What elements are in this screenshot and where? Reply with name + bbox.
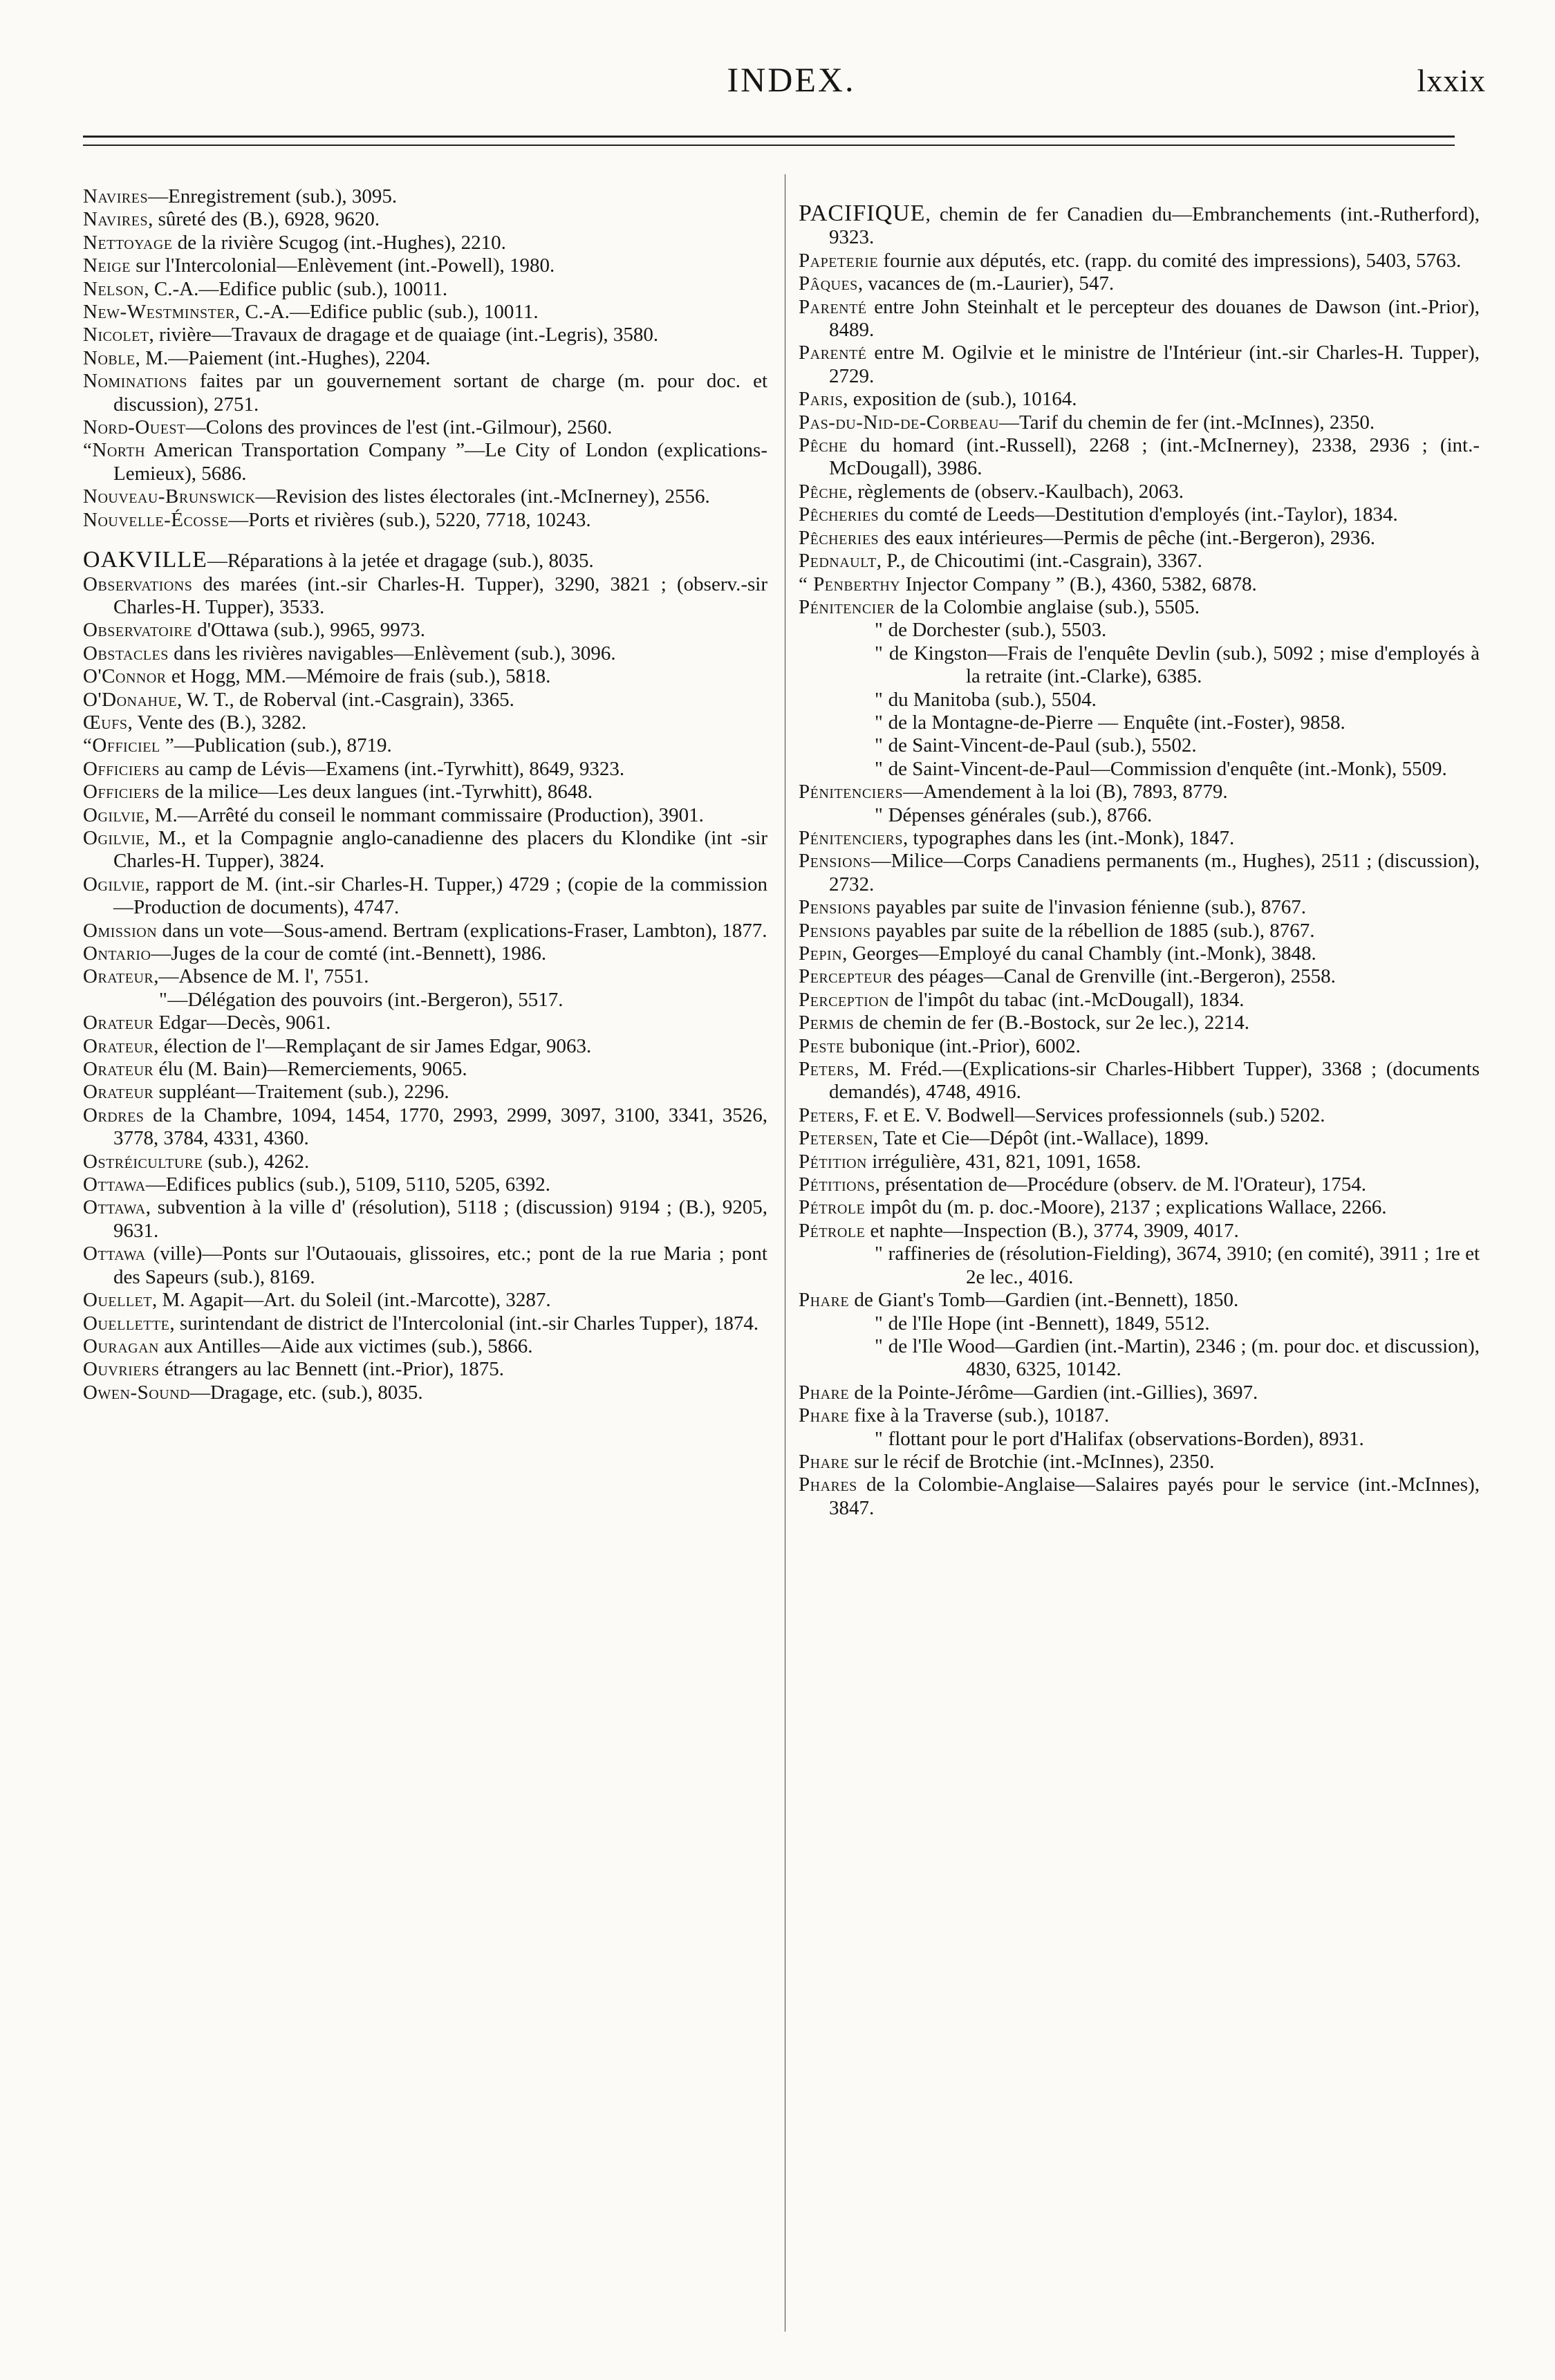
index-entry: [83, 1104, 767, 1151]
entry-text: et naphte—Inspection (B.), 3774, 3909, 4017.: [865, 1219, 1239, 1242]
index-entry: [83, 1196, 767, 1243]
entry-text: , exposition de (sub.), 10164.: [843, 388, 1077, 411]
index-entry: [83, 1151, 767, 1173]
entry-text: , W. T., de Roberval (int.-Casgrain), 3365.: [177, 688, 514, 711]
entry-text: —Dragage, etc. (sub.), 8035.: [190, 1381, 423, 1404]
index-entry: [83, 573, 767, 620]
entry-text: dans les rivières navigables—Enlèvement (sub.), 3096.: [168, 642, 616, 664]
entry-heading: Obstacles: [83, 642, 169, 664]
entry-text: des péages—Canal de Grenville (int.-Bergeron), 2558.: [892, 965, 1336, 988]
entry-text: fixe à la Traverse (sub.), 10187.: [849, 1404, 1110, 1427]
entry-text: flottant pour le port d'Halifax (observations-Borden), 8931.: [883, 1427, 1364, 1450]
index-entry: [83, 1173, 767, 1196]
entry-text: —Enregistrement (sub.), 3095.: [148, 185, 398, 207]
entry-text: —Amendement à la loi (B), 7893, 8779.: [903, 781, 1228, 803]
entry-text: impôt du (m. p. doc.-Moore), 2137 ; explications Wallace, 2266.: [865, 1196, 1387, 1219]
entry-text: des marées (int.-sir Charles-H. Tupper), 3290, 3821 ; (observ.-sir Charles-H. Tupper), 3533.: [113, 573, 767, 618]
entry-text: , M. Agapit—Art. du Soleil (int.-Marcotte), 3287.: [151, 1289, 551, 1312]
entry-heading: ": [875, 711, 884, 734]
entry-text: entre John Steinhalt et le percepteur des douanes de Dawson (int.-Prior), 8489.: [829, 295, 1480, 342]
entry-heading: Navires: [83, 185, 149, 207]
index-entry: [83, 254, 767, 277]
index-entry: [799, 1151, 1480, 1173]
index-entry: [799, 388, 1480, 411]
entry-text: du homard (int.-Russell), 2268 ; (int.-McInerney), 2338, 2936 ; (int.-McDougall), 3986.: [829, 434, 1480, 480]
entry-text: , règlements de (observ.-Kaulbach), 2063.: [847, 480, 1184, 503]
entry-heading: Nettoyage: [83, 231, 173, 254]
entry-text: , vacances de (m.-Laurier), 547.: [857, 272, 1115, 295]
entry-text: suppléant—Traitement (sub.), 2296.: [153, 1081, 449, 1104]
index-entry: [83, 509, 767, 532]
page-number: lxxix: [1417, 63, 1486, 98]
entry-heading: Ostréiculture: [83, 1150, 203, 1173]
entry-text: de la Colombie anglaise (sub.), 5505.: [895, 595, 1200, 618]
entry-heading: Peters: [799, 1104, 855, 1126]
left-column: [83, 185, 767, 1404]
index-entry: [799, 434, 1480, 481]
entry-text: élu (M. Bain)—Remerciements, 9065.: [153, 1058, 467, 1081]
index-entry: [799, 781, 1480, 803]
index-entry: [83, 712, 767, 734]
entry-heading: Pepin: [799, 942, 843, 965]
entry-heading: Peste: [799, 1034, 845, 1057]
index-entry: [83, 1081, 767, 1104]
entry-heading: Ouragan: [83, 1335, 159, 1357]
entry-heading: Nouveau-Brunswick: [83, 485, 256, 508]
index-entry: [83, 485, 767, 508]
entry-text: , chemin de fer Canadien du—Embranchements (int.-Rutherford), 9323.: [829, 203, 1480, 249]
entry-text: , Georges—Employé du canal Chambly (int.-Monk), 3848.: [842, 942, 1316, 965]
entry-text: , surintendant de district de l'Intercolonial (int.-sir Charles Tupper), 1874.: [169, 1312, 759, 1335]
entry-heading: Omission: [83, 919, 158, 942]
entry-heading: Phare: [799, 1381, 850, 1404]
entry-heading: Ottawa: [83, 1173, 146, 1196]
index-entry: [799, 596, 1480, 619]
entry-heading: O'Connor: [83, 665, 167, 688]
entry-heading: Pêcheries: [799, 526, 879, 549]
index-entry: [83, 781, 767, 803]
entry-heading: Ouvriers: [83, 1358, 160, 1381]
entry-heading: ": [875, 1243, 884, 1265]
entry-text: —Ports et rivières (sub.), 5220, 7718, 10243.: [228, 508, 591, 531]
entry-text: , M., et la Compagnie anglo-canadienne des placers du Klondike (int -sir Charles-H. Tupper), 3824.: [113, 826, 767, 873]
index-entry: [83, 416, 767, 439]
index-entry: [799, 1012, 1480, 1034]
entry-text: , C.-A.—Edifice public (sub.), 10011.: [234, 301, 539, 324]
index-entry: [83, 347, 767, 370]
entry-heading: Pensions: [799, 919, 871, 942]
entry-heading: Pensions: [799, 850, 871, 873]
index-entry: [799, 1451, 1480, 1473]
index-entry: [83, 324, 767, 346]
entry-text: —Colons des provinces de l'est (int.-Gilmour), 2560.: [185, 416, 613, 439]
index-entry: [799, 920, 1480, 942]
index-entry: [799, 296, 1480, 342]
index-entry: [799, 1220, 1480, 1243]
entry-text: sur le récif de Brotchie (int.-McInnes), 2350.: [849, 1450, 1215, 1473]
entry-text: Edgar—Decès, 9061.: [153, 1012, 331, 1034]
entry-text: de Dorchester (sub.), 5503.: [883, 619, 1107, 642]
entry-text: , subvention à la ville d' (résolution), 5118 ; (discussion) 9194 ; (B.), 9205, 9631.: [113, 1196, 767, 1242]
index-entry: [799, 1127, 1480, 1150]
index-entry: [83, 208, 767, 231]
entry-text: raffineries de (résolution-Fielding), 3674, 3910; (en comité), 3911 ; 1re et 2e lec., 4016.: [883, 1243, 1480, 1288]
entry-text: des eaux intérieures—Permis de pêche (int.-Bergeron), 2936.: [879, 526, 1375, 549]
entry-heading: Ordres: [83, 1104, 145, 1126]
entry-heading: ": [875, 803, 884, 826]
entry-heading: ": [875, 1312, 884, 1335]
entry-heading: Pénitenciers: [799, 826, 904, 849]
entry-heading: “Officiel: [83, 734, 160, 757]
entry-text: de Giant's Tomb—Gardien (int.-Bennett), 1850.: [849, 1289, 1239, 1312]
entry-heading: Ogilvie: [83, 803, 145, 826]
entry-text: sur l'Intercolonial—Enlèvement (int.-Powell), 1980.: [130, 254, 555, 277]
entry-text: ,—Absence de M. l', 7551.: [153, 965, 369, 988]
entry-heading: ": [875, 734, 884, 757]
entry-text: —Juges de la cour de comté (int.-Bennett), 1986.: [151, 942, 547, 965]
index-entry: [799, 1428, 1480, 1451]
entry-text: , présentation de—Procédure (observ. de M. l'Orateur), 1754.: [875, 1173, 1367, 1196]
index-entry: [83, 873, 767, 920]
index-entry: [799, 342, 1480, 388]
index-entry: [83, 1243, 767, 1289]
index-entry: [83, 989, 767, 1012]
index-entry: [83, 1012, 767, 1034]
entry-text: , rapport de M. (int.-sir Charles-H. Tupper,) 4729 ; (copie de la commission—Production de documents), 4747.: [113, 873, 767, 919]
header-rule-thin: [83, 145, 1455, 146]
index-entry: [83, 689, 767, 712]
entry-text: entre M. Ogilvie et le ministre de l'Intérieur (int.-sir Charles-H. Tupper), 2729.: [829, 342, 1480, 387]
entry-text: de la milice—Les deux langues (int.-Tyrwhitt), 8648.: [160, 781, 593, 803]
entry-heading: Noble: [83, 346, 136, 369]
entry-text: —Milice—Corps Canadiens permanents (m., Hughes), 2511 ; (discussion), 2732.: [829, 850, 1480, 895]
index-entry: [799, 1173, 1480, 1196]
entry-text: de la Montagne-de-Pierre — Enquête (int.-Foster), 9858.: [883, 711, 1346, 734]
entry-heading: Ouellet: [83, 1289, 152, 1312]
index-entry: [799, 573, 1480, 596]
entry-heading: ": [875, 642, 884, 664]
entry-heading: Perception: [799, 988, 890, 1011]
entry-text: , Tate et Cie—Dépôt (int.-Wallace), 1899.: [873, 1127, 1209, 1150]
index-entry: [83, 920, 767, 942]
entry-text: (ville)—Ponts sur l'Outaouais, glissoires, etc.; pont de la rue Maria ; pont des Sapeurs (sub.), 8169.: [113, 1243, 767, 1288]
index-entry: [799, 965, 1480, 988]
entry-heading: “ Penberthy: [799, 573, 901, 595]
entry-heading: Papeterie: [799, 249, 879, 272]
entry-text: —Revision des listes électorales (int.-McInerney), 2556.: [255, 485, 710, 508]
entry-text: étrangers au lac Bennett (int.-Prior), 1875.: [159, 1358, 504, 1381]
index-entry: [83, 1382, 767, 1404]
entry-text: , Vente des (B.), 3282.: [127, 711, 307, 734]
entry-text: , typographes dans les (int.-Monk), 1847.: [903, 826, 1235, 849]
entry-text: American Transportation Company ”—Le City of London (explications-Lemieux), 5686.: [113, 439, 767, 485]
entry-text: , P., de Chicoutimi (int.-Casgrain), 3367.: [876, 550, 1202, 573]
entry-heading: “North: [83, 439, 146, 462]
entry-text: de l'Ile Hope (int -Bennett), 1849, 5512.: [883, 1312, 1210, 1335]
entry-text: —Délégation des pouvoirs (int.-Bergeron), 5517.: [167, 988, 564, 1011]
entry-heading: Ouellette: [83, 1312, 170, 1335]
entry-heading: Ogilvie: [83, 826, 145, 849]
index-entry: [799, 1382, 1480, 1404]
entry-text: irrégulière, 431, 821, 1091, 1658.: [867, 1150, 1142, 1173]
entry-heading: Paris: [799, 388, 844, 411]
index-entry: [799, 272, 1480, 295]
index-entry: [799, 481, 1480, 503]
entry-heading: Pétrole: [799, 1219, 866, 1242]
entry-heading: Œufs: [83, 711, 128, 734]
index-entry: [83, 301, 767, 324]
entry-heading: Nord-Ouest: [83, 416, 186, 439]
index-entry: [83, 278, 767, 301]
entry-text: payables par suite de l'invasion fénienne (sub.), 8767.: [870, 896, 1306, 919]
entry-heading: Navires: [83, 208, 149, 231]
index-entry: [83, 232, 767, 254]
entry-text: de l'Ile Wood—Gardien (int.-Martin), 2346 ; (m. pour doc. et discussion), 4830, 6325, 10142.: [883, 1335, 1480, 1381]
entry-text: , C.-A.—Edifice public (sub.), 10011.: [144, 277, 448, 300]
index-entry: [799, 503, 1480, 526]
entry-text: , sûreté des (B.), 6928, 9620.: [148, 208, 380, 231]
index-entry: [83, 1358, 767, 1381]
entry-heading: Orateur: [83, 1034, 154, 1057]
entry-text: —Tarif du chemin de fer (int.-McInnes), 2350.: [999, 411, 1375, 434]
entry-heading: OAKVILLE: [83, 547, 207, 573]
entry-heading: Pêche: [799, 434, 848, 457]
entry-heading: Nouvelle-Écosse: [83, 508, 229, 531]
index-entry: [83, 619, 767, 642]
entry-heading: Orateur: [83, 1058, 154, 1081]
page-title: INDEX.: [727, 60, 856, 99]
entry-text: de chemin de fer (B.-Bostock, sur 2e lec.), 2214.: [854, 1012, 1250, 1034]
index-entry: [799, 1058, 1480, 1104]
index-entry: [83, 804, 767, 827]
entry-heading: Orateur: [83, 1081, 154, 1104]
index-entry: [799, 1473, 1480, 1520]
entry-heading: Pétrole: [799, 1196, 866, 1219]
index-entry: [799, 1335, 1480, 1382]
entry-text: de la rivière Scugog (int.-Hughes), 2210.: [172, 231, 506, 254]
entry-heading: Neige: [83, 254, 131, 277]
entry-text: de Saint-Vincent-de-Paul—Commission d'enquête (int.-Monk), 5509.: [883, 757, 1447, 780]
index-entry: [799, 1196, 1480, 1219]
entry-text: faites par un gouvernement sortant de charge (m. pour doc. et discussion), 2751.: [113, 370, 767, 416]
entry-heading: ": [875, 619, 884, 642]
entry-heading: Pêche: [799, 480, 848, 503]
right-column: [799, 185, 1480, 1520]
index-entry: [83, 827, 767, 873]
entry-heading: ": [159, 988, 168, 1011]
entry-text: aux Antilles—Aide aux victimes (sub.), 5866.: [159, 1335, 533, 1357]
entry-heading: Nelson: [83, 277, 145, 300]
entry-text: de Saint-Vincent-de-Paul (sub.), 5502.: [883, 734, 1197, 757]
index-entry: [83, 1289, 767, 1312]
entry-heading: Percepteur: [799, 965, 893, 988]
entry-heading: Ogilvie: [83, 873, 145, 895]
index-entry: [83, 642, 767, 665]
entry-text: (sub.), 4262.: [203, 1150, 310, 1173]
index-entry: [83, 185, 767, 208]
entry-text: Injector Company ” (B.), 4360, 5382, 6878.: [900, 573, 1257, 595]
index-entry: [799, 202, 1480, 250]
entry-heading: Pensions: [799, 896, 871, 919]
index-entry: [83, 758, 767, 781]
index-entry: [799, 734, 1480, 757]
index-entry: [799, 1289, 1480, 1312]
index-entry: [83, 942, 767, 965]
entry-text: de la Colombie-Anglaise—Salaires payés pour le service (int.-McInnes), 3847.: [829, 1473, 1480, 1519]
entry-text: du comté de Leeds—Destitution d'employés (int.-Taylor), 1834.: [879, 503, 1398, 526]
entry-heading: Pénitencier: [799, 595, 895, 618]
entry-text: fournie aux députés, etc. (rapp. du comité des impressions), 5403, 5763.: [878, 249, 1462, 272]
entry-text: et Hogg, MM.—Mémoire de frais (sub.), 5818.: [166, 665, 551, 688]
index-entry: [799, 527, 1480, 550]
entry-heading: Orateur: [83, 1012, 154, 1034]
index-entry: [799, 1243, 1480, 1289]
entry-heading: PACIFIQUE: [799, 201, 926, 226]
entry-text: , M. Fréd.—(Explications-sir Charles-Hibbert Tupper), 3368 ; (documents demandés), 4748, 4916.: [829, 1058, 1480, 1104]
index-entry: [799, 827, 1480, 850]
entry-heading: Pas-du-Nid-de-Corbeau: [799, 411, 999, 434]
entry-heading: Officiers: [83, 757, 160, 780]
index-entry: [799, 712, 1480, 734]
entry-heading: Nicolet: [83, 324, 149, 346]
index-entry: [83, 548, 767, 573]
header-rule-thick: [83, 136, 1455, 138]
index-entry: [799, 550, 1480, 573]
index-entry: [799, 1312, 1480, 1335]
entry-heading: ": [875, 1427, 884, 1450]
index-entry: [799, 250, 1480, 272]
entry-heading: Owen-Sound: [83, 1381, 191, 1404]
entry-heading: Pétitions: [799, 1173, 875, 1196]
entry-text: , M.—Paiement (int.-Hughes), 2204.: [135, 346, 431, 369]
entry-heading: Phares: [799, 1473, 857, 1496]
entry-heading: Ottawa: [83, 1196, 146, 1219]
index-entry: [799, 411, 1480, 434]
entry-heading: Parenté: [799, 295, 867, 318]
entry-heading: Nominations: [83, 370, 187, 393]
index-entry: [83, 665, 767, 688]
entry-text: , rivière—Travaux de dragage et de quaiage (int.-Legris), 3580.: [149, 324, 659, 346]
index-entry: [83, 1058, 767, 1081]
entry-text: de la Chambre, 1094, 1454, 1770, 2993, 2999, 3097, 3100, 3341, 3526, 3778, 3784, 4331, 4360.: [113, 1104, 767, 1150]
index-entry: [799, 804, 1480, 827]
entry-heading: Observations: [83, 573, 193, 595]
entry-heading: Pénitenciers: [799, 781, 904, 803]
index-entry: [83, 1312, 767, 1335]
entry-heading: Pednault: [799, 550, 877, 573]
index-entry: [799, 1035, 1480, 1058]
entry-text: du Manitoba (sub.), 5504.: [883, 688, 1097, 711]
entry-text: Dépenses générales (sub.), 8766.: [883, 803, 1153, 826]
entry-text: de l'impôt du tabac (int.-McDougall), 1834.: [889, 988, 1245, 1011]
index-entry: [83, 965, 767, 988]
entry-heading: Officiers: [83, 781, 160, 803]
entry-text: ”—Publication (sub.), 8719.: [160, 734, 392, 757]
entry-text: au camp de Lévis—Examens (int.-Tyrwhitt), 8649, 9323.: [160, 757, 625, 780]
entry-heading: ": [875, 757, 884, 780]
entry-text: , M.—Arrêté du conseil le nommant commissaire (Production), 3901.: [145, 803, 704, 826]
entry-text: bubonique (int.-Prior), 6002.: [844, 1034, 1081, 1057]
entry-heading: Pêcheries: [799, 503, 879, 526]
entry-text: —Edifices publics (sub.), 5109, 5110, 5205, 6392.: [145, 1173, 551, 1196]
entry-heading: Phare: [799, 1289, 850, 1312]
entry-text: , élection de l'—Remplaçant de sir James Edgar, 9063.: [153, 1034, 592, 1057]
index-entry: [799, 989, 1480, 1012]
entry-heading: Ontario: [83, 942, 151, 965]
entry-heading: Phare: [799, 1450, 850, 1473]
entry-heading: Ottawa: [83, 1243, 146, 1265]
entry-heading: Phare: [799, 1404, 850, 1427]
entry-heading: Peters: [799, 1058, 855, 1081]
index-entry: [799, 942, 1480, 965]
index-entry: [799, 689, 1480, 712]
index-entry: [799, 1404, 1480, 1427]
entry-heading: O'Donahue: [83, 688, 178, 711]
index-entry: [83, 439, 767, 485]
entry-heading: New-Westminster: [83, 301, 235, 324]
entry-heading: Permis: [799, 1012, 855, 1034]
entry-text: de Kingston—Frais de l'enquête Devlin (sub.), 5092 ; mise d'employés à la retraite (int.-Clarke), 6385.: [883, 642, 1480, 688]
index-entry: [799, 1104, 1480, 1127]
page-header: [76, 59, 1507, 115]
entry-heading: Pâques: [799, 272, 858, 295]
entry-heading: Petersen: [799, 1127, 873, 1150]
index-entry: [83, 370, 767, 416]
entry-text: —Réparations à la jetée et dragage (sub.), 8035.: [207, 550, 594, 573]
entry-heading: Parenté: [799, 342, 867, 364]
entry-heading: ": [875, 1335, 884, 1357]
index-entry: [83, 1335, 767, 1358]
index-entry: [799, 896, 1480, 919]
entry-text: payables par suite de la rébellion de 1885 (sub.), 8767.: [870, 919, 1315, 942]
index-entry: [83, 734, 767, 757]
index-entry: [799, 758, 1480, 781]
index-entry: [799, 619, 1480, 642]
entry-heading: Pétition: [799, 1150, 867, 1173]
index-entry: [799, 642, 1480, 689]
index-entry: [83, 1035, 767, 1058]
entry-text: d'Ottawa (sub.), 9965, 9973.: [192, 619, 426, 642]
entry-text: dans un vote—Sous-amend. Bertram (explications-Fraser, Lambton), 1877.: [157, 919, 767, 942]
entry-heading: ": [875, 688, 884, 711]
entry-text: de la Pointe-Jérôme—Gardien (int.-Gillies), 3697.: [849, 1381, 1258, 1404]
index-entry: [799, 850, 1480, 896]
entry-heading: Observatoire: [83, 619, 192, 642]
entry-heading: Orateur: [83, 965, 154, 988]
entry-text: , F. et E. V. Bodwell—Services professionnels (sub.) 5202.: [854, 1104, 1325, 1126]
